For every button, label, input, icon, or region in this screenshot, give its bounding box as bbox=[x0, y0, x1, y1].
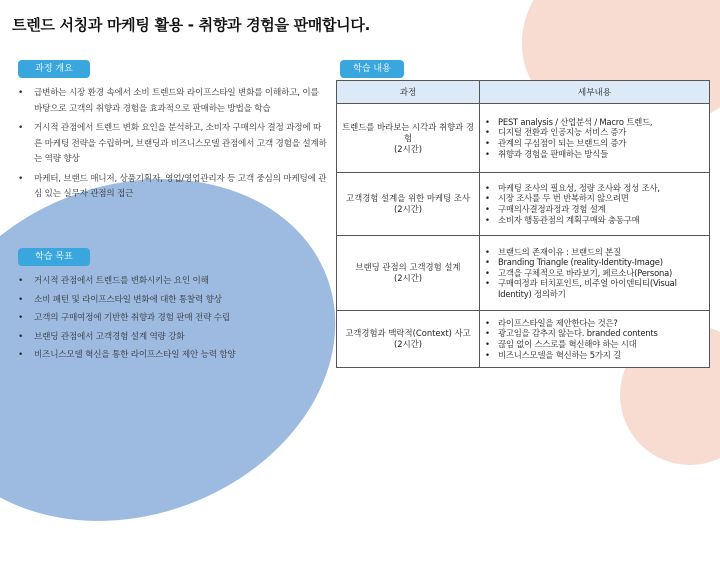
page-title: 트렌드 서칭과 마케팅 활용 - 취향과 경험을 판매합니다. bbox=[12, 16, 370, 34]
detail-item: • 소비자 행동관점의 계획구매와 충동구매 bbox=[484, 215, 703, 226]
detail-item: • 관계의 구심점이 되는 브랜드의 증가 bbox=[484, 138, 703, 149]
course-cell bbox=[337, 311, 480, 368]
detail-item: • 시장 조사를 두 번 반복하지 않으려면 bbox=[484, 193, 703, 204]
goal-item: • 소비 패턴 및 라이프스타일 변화에 대한 통찰력 향상 bbox=[16, 293, 328, 309]
table-row bbox=[337, 236, 710, 311]
detail-cell bbox=[480, 311, 710, 368]
detail-item: • 구매여정과 터치포인트, 비주얼 아이덴티티(Visual Identity) 정의하기 bbox=[484, 278, 703, 299]
course-title: 고객경험과 맥락적(Context) 사고 bbox=[345, 328, 471, 338]
table-row bbox=[337, 104, 710, 173]
table-row bbox=[337, 311, 710, 368]
detail-item: • 비즈니스모델을 혁신하는 5가지 길 bbox=[484, 350, 703, 361]
course-title: 고객경험 설계을 위한 마케팅 조사 bbox=[346, 193, 470, 203]
detail-item: • 구매의사결정과정과 경험 설계 bbox=[484, 204, 703, 215]
detail-item: • 라이프스타일을 제안한다는 것은? bbox=[484, 318, 703, 329]
course-hours: (2시간) bbox=[393, 339, 423, 349]
detail-item: • 끊임 없이 스스로를 혁신해야 하는 시대 bbox=[484, 339, 703, 350]
goals-list bbox=[16, 274, 328, 367]
course-cell bbox=[337, 104, 480, 173]
detail-item: • 브랜드의 존재이유 : 브랜드의 본질 bbox=[484, 247, 703, 258]
course-column-header: 과정 bbox=[337, 81, 480, 104]
table-row bbox=[337, 173, 710, 236]
overview-label: 과정 개요 bbox=[18, 60, 90, 78]
overview-item: • 거시적 관점에서 트렌드 변화 요인을 분석하고, 소비자 구매의사 결정 과정에 따른 마케팅 전략을 수립하며, 브랜딩과 비즈니스모델 관점에서 고객 경험을 설계하는 역량 향상 bbox=[16, 121, 328, 168]
goal-item: • 고객의 구매여정에 기반한 취향과 경험 판매 전략 수립 bbox=[16, 311, 328, 327]
detail-item: • PEST analysis / 산업분석 / Macro 트렌드, bbox=[484, 117, 703, 128]
detail-column-header: 세부내용 bbox=[480, 81, 710, 104]
curriculum-table bbox=[336, 80, 710, 368]
detail-item: • 광고임을 감추지 않는다. branded contents bbox=[484, 328, 703, 339]
course-hours: (2시간) bbox=[393, 204, 423, 214]
detail-cell bbox=[480, 104, 710, 173]
course-cell bbox=[337, 173, 480, 236]
detail-item: • Branding Triangle (reality-Identity-Image) bbox=[484, 257, 703, 268]
detail-item: • 고객을 구체적으로 바라보기, 페르소나(Persona) bbox=[484, 268, 703, 279]
detail-item: • 디지털 전환과 인공지능 서비스 증가 bbox=[484, 127, 703, 138]
goal-item: • 브랜딩 관점에서 고객경험 설계 역량 강화 bbox=[16, 330, 328, 346]
content-label: 학습 내용 bbox=[340, 60, 404, 78]
course-hours: (2시간) bbox=[393, 143, 423, 154]
course-title: 트렌드를 바라보는 시각과 취향과 경험 bbox=[341, 121, 474, 143]
table-header-row bbox=[337, 81, 710, 104]
goal-item: • 거시적 관점에서 트렌드를 변화시키는 요인 이해 bbox=[16, 274, 328, 290]
goal-item: • 비즈니스모델 혁신을 통한 라이프스타일 제안 능력 함양 bbox=[16, 348, 328, 364]
detail-item: • 마케팅 조사의 필요성, 정량 조사와 정성 조사, bbox=[484, 183, 703, 194]
course-title: 브랜딩 관점의 고객경험 설계 bbox=[355, 262, 461, 272]
overview-item: • 마케터, 브랜드 매니저, 상품기획자, 영업/영업관리자 등 고객 중심의 마케팅에 관심 있는 실무자 관점의 접근 bbox=[16, 172, 328, 203]
course-cell bbox=[337, 236, 480, 311]
detail-cell bbox=[480, 173, 710, 236]
course-hours: (2시간) bbox=[393, 273, 423, 283]
detail-cell bbox=[480, 236, 710, 311]
detail-item: • 취향과 경험을 판매하는 방식들 bbox=[484, 149, 703, 160]
overview-item: • 급변하는 시장 환경 속에서 소비 트렌드와 라이프스타일 변화를 이해하고, 이를 바탕으로 고객의 취향과 경험을 효과적으로 판매하는 방법을 학습 bbox=[16, 86, 328, 117]
overview-list bbox=[16, 86, 328, 207]
goals-label: 학습 목표 bbox=[18, 248, 90, 266]
